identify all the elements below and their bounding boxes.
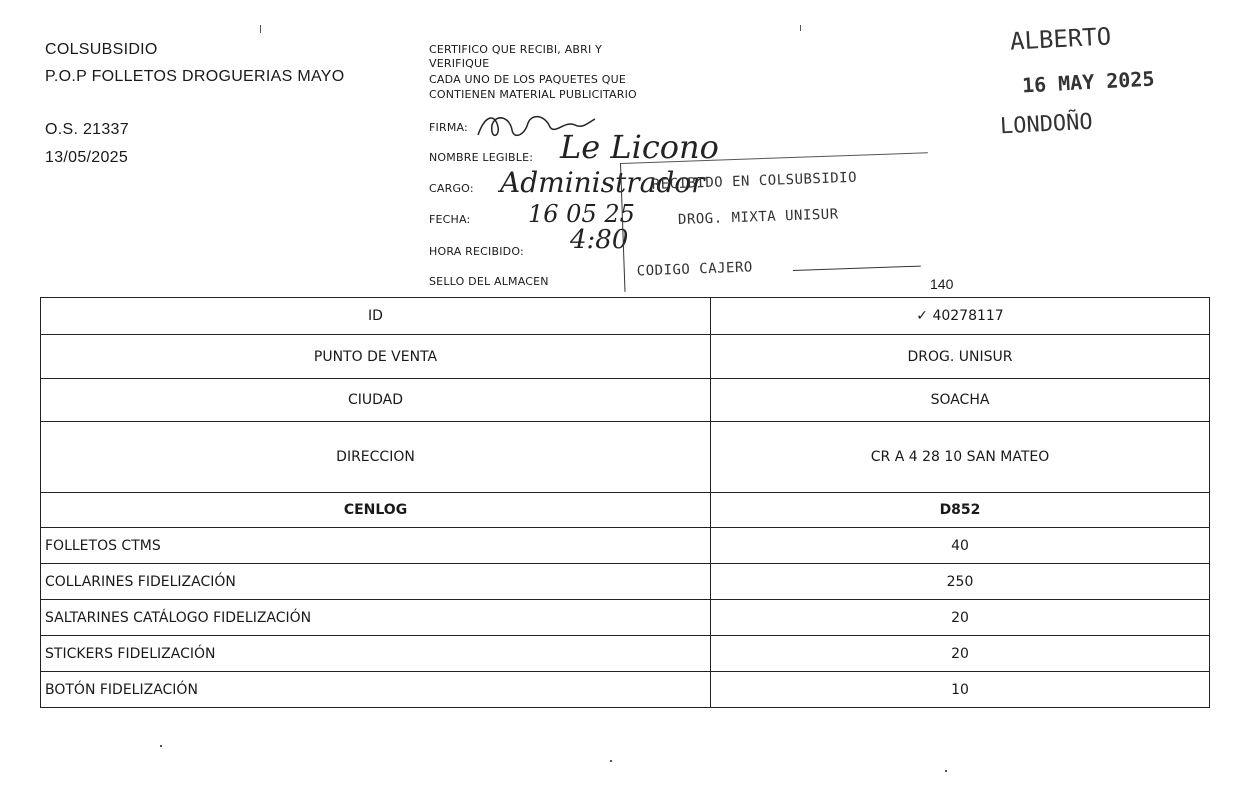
receipt-stamp <box>620 152 932 292</box>
stamp-date: 16 MAY 2025 <box>1021 66 1155 98</box>
stamp-line-3: CODIGO CAJERO <box>636 259 754 280</box>
table-row <box>41 379 1210 422</box>
fecha-label: FECHA: <box>429 213 471 226</box>
cargo-label: CARGO: <box>429 182 474 195</box>
scan-speck <box>610 760 612 762</box>
item-label: STICKERS FIDELIZACIÓN <box>41 636 711 672</box>
row-label: DIRECCION <box>41 422 711 493</box>
item-row <box>41 564 1210 600</box>
certificate-line-2: VERIFIQUE <box>429 57 490 70</box>
cenlog-label: CENLOG <box>41 493 711 528</box>
item-row <box>41 636 1210 672</box>
table-row <box>41 335 1210 379</box>
scan-speck <box>260 25 261 33</box>
row-value: SOACHA <box>711 379 1210 422</box>
handwritten-date: 16 05 25 <box>528 200 635 228</box>
scan-speck <box>800 25 801 31</box>
hora-label: HORA RECIBIDO: <box>429 245 524 258</box>
certificate-line-4: CONTIENEN MATERIAL PUBLICITARIO <box>429 88 637 101</box>
document-date: 13/05/2025 <box>45 149 129 166</box>
item-label: COLLARINES FIDELIZACIÓN <box>41 564 711 600</box>
row-value: CR A 4 28 10 SAN MATEO <box>711 422 1210 493</box>
scan-speck <box>945 770 947 772</box>
nombre-label: NOMBRE LEGIBLE: <box>429 151 534 164</box>
handwritten-name: Le Licono <box>560 128 719 166</box>
stamp-line-2: DROG. MIXTA UNISUR <box>677 206 839 229</box>
handwritten-position: Administrador <box>500 166 705 199</box>
item-quantity: 250 <box>711 564 1210 600</box>
row-label: CIUDAD <box>41 379 711 422</box>
item-quantity: 10 <box>711 672 1210 708</box>
table-row <box>41 422 1210 493</box>
stamp-name: ALBERTO <box>1009 22 1112 56</box>
item-label: FOLLETOS CTMS <box>41 528 711 564</box>
item-label: SALTARINES CATÁLOGO FIDELIZACIÓN <box>41 600 711 636</box>
stamp-underline <box>793 266 921 271</box>
item-row <box>41 672 1210 708</box>
company-name: COLSUBSIDIO <box>45 41 158 58</box>
stamp-line-1: RECIBIDO EN COLSUBSIDIO <box>651 169 858 193</box>
firma-label: FIRMA: <box>429 121 468 134</box>
sello-label: SELLO DEL ALMACEN <box>429 275 549 288</box>
item-quantity: 40 <box>711 528 1210 564</box>
handwritten-time: 4:80 <box>570 225 629 255</box>
row-label: ID <box>41 298 711 335</box>
stamp-surname: LONDOÑO <box>999 109 1094 140</box>
certificate-line-3: CADA UNO DE LOS PAQUETES QUE <box>429 73 627 86</box>
row-value: ✓ 40278117 <box>711 298 1210 335</box>
scan-speck <box>160 745 162 747</box>
page-number: 140 <box>930 276 954 292</box>
delivery-table <box>40 297 1210 708</box>
item-row <box>41 600 1210 636</box>
row-value: DROG. UNISUR <box>711 335 1210 379</box>
table-row <box>41 298 1210 335</box>
cenlog-value: D852 <box>711 493 1210 528</box>
order-number: O.S. 21337 <box>45 121 129 138</box>
campaign-title: P.O.P FOLLETOS DROGUERIAS MAYO <box>45 68 345 85</box>
row-label: PUNTO DE VENTA <box>41 335 711 379</box>
item-quantity: 20 <box>711 636 1210 672</box>
table-header-row <box>41 493 1210 528</box>
certificate-line-1: CERTIFICO QUE RECIBI, ABRI Y <box>429 43 603 56</box>
item-quantity: 20 <box>711 600 1210 636</box>
item-label: BOTÓN FIDELIZACIÓN <box>41 672 711 708</box>
item-row <box>41 528 1210 564</box>
